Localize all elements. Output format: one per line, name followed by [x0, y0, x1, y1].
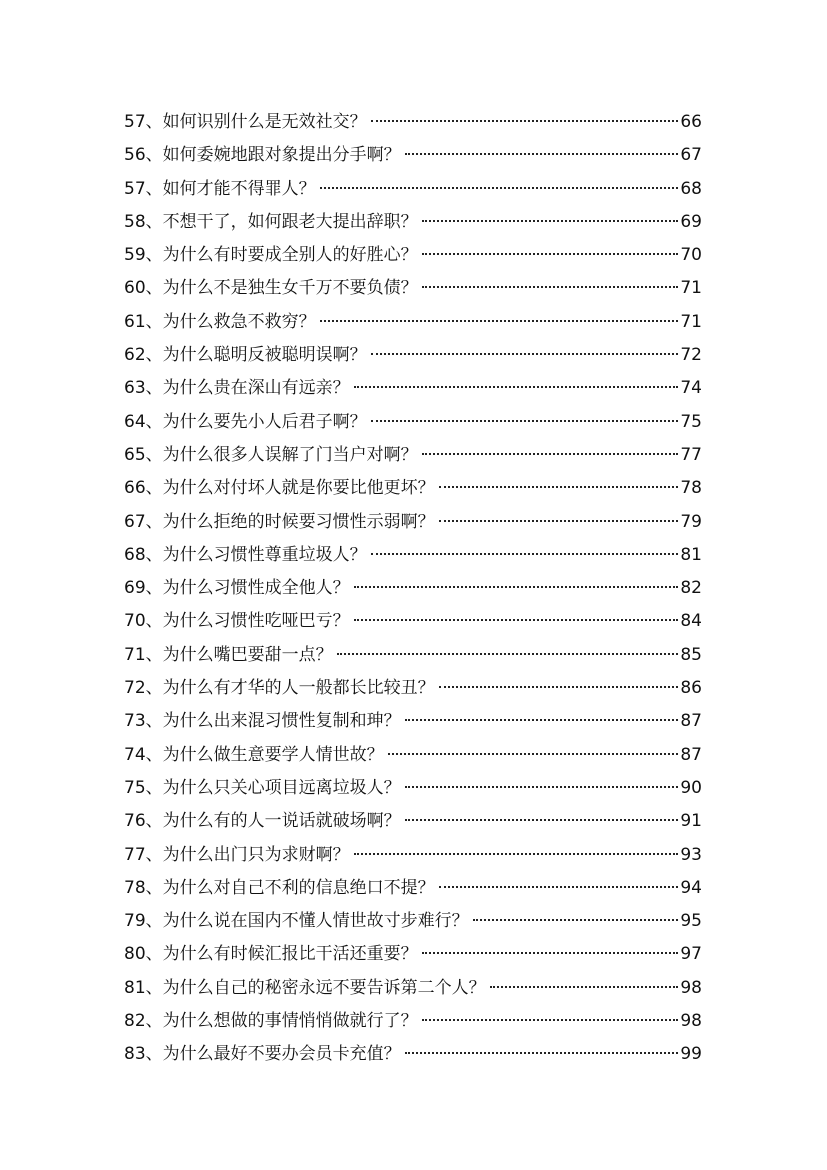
- entry-page-number: 95: [680, 911, 702, 932]
- entry-title: 、为什么习惯性吃哑巴亏？: [145, 611, 350, 632]
- entry-page-number: 93: [680, 844, 702, 865]
- dot-leader: [439, 686, 679, 688]
- entry-page-number: 72: [680, 345, 702, 366]
- entry-title: 、不想干了，如何跟老大提出辞职？: [145, 211, 418, 232]
- dot-leader: [422, 220, 679, 222]
- dot-leader: [405, 1052, 679, 1054]
- entry-title: 、如何识别什么是无效社交？: [145, 112, 367, 132]
- toc-entry[interactable]: [124, 772, 702, 805]
- toc-entry[interactable]: [124, 306, 702, 339]
- entry-page-number: 71: [680, 278, 702, 299]
- toc-entry[interactable]: [124, 905, 702, 938]
- entry-page-number: 75: [680, 411, 702, 432]
- toc-entry[interactable]: [124, 938, 702, 971]
- entry-page-number: 99: [680, 1044, 702, 1065]
- dot-leader: [354, 853, 679, 855]
- entry-page-number: 69: [680, 211, 702, 232]
- entry-number: 69: [124, 578, 146, 599]
- toc-entry[interactable]: [124, 472, 702, 505]
- entry-page-number: 66: [680, 112, 702, 132]
- dot-leader: [405, 786, 679, 788]
- entry-number: 65: [124, 444, 146, 465]
- entry-page-number: 70: [680, 245, 702, 266]
- entry-title: 、为什么有时要成全别人的好胜心？: [145, 245, 418, 266]
- entry-number: 83: [124, 1044, 146, 1065]
- dot-leader: [371, 553, 679, 555]
- entry-number: 74: [124, 744, 146, 765]
- toc-entry[interactable]: [124, 372, 702, 405]
- dot-leader: [371, 120, 679, 122]
- entry-number: 67: [124, 511, 146, 532]
- toc-entry[interactable]: [124, 339, 702, 372]
- dot-leader: [354, 386, 679, 388]
- entry-number: 81: [124, 977, 146, 998]
- entry-page-number: 90: [680, 777, 702, 798]
- dot-leader: [405, 819, 679, 821]
- dot-leader: [371, 420, 679, 422]
- entry-title: 、为什么救急不救穷？: [145, 311, 316, 332]
- dot-leader: [490, 986, 679, 988]
- entry-number: 80: [124, 944, 146, 965]
- entry-page-number: 97: [680, 944, 702, 965]
- entry-number: 57: [124, 112, 146, 132]
- entry-page-number: 98: [680, 1011, 702, 1032]
- toc-entry[interactable]: [124, 506, 702, 539]
- entry-page-number: 91: [680, 811, 702, 832]
- entry-number: 60: [124, 278, 146, 299]
- dot-leader: [354, 619, 679, 621]
- dot-leader: [354, 586, 679, 588]
- entry-number: 72: [124, 678, 146, 699]
- dot-leader: [439, 520, 679, 522]
- entry-title: 、为什么习惯性成全他人？: [145, 578, 350, 599]
- entry-title: 、如何才能不得罪人？: [145, 178, 316, 199]
- entry-page-number: 87: [680, 744, 702, 765]
- toc-entry[interactable]: [124, 805, 702, 838]
- toc-entry[interactable]: [124, 839, 702, 872]
- entry-page-number: 71: [680, 311, 702, 332]
- dot-leader: [371, 353, 679, 355]
- toc-entry[interactable]: [124, 272, 702, 305]
- entry-title: 、为什么不是独生女千万不要负债？: [145, 278, 418, 299]
- dot-leader: [422, 1019, 679, 1021]
- toc-entry[interactable]: [124, 539, 702, 572]
- toc-entry[interactable]: [124, 173, 702, 206]
- entry-title: 、为什么聪明反被聪明误啊？: [145, 345, 367, 366]
- entry-number: 62: [124, 345, 146, 366]
- toc-entry[interactable]: [124, 1038, 702, 1071]
- dot-leader: [422, 453, 679, 455]
- entry-number: 64: [124, 411, 146, 432]
- toc-entry[interactable]: [124, 739, 702, 772]
- dot-leader: [439, 886, 679, 888]
- entry-number: 63: [124, 378, 146, 399]
- entry-title: 、为什么很多人误解了门当户对啊？: [145, 444, 418, 465]
- toc-entry[interactable]: [124, 439, 702, 472]
- entry-title: 、为什么拒绝的时候要习惯性示弱啊？: [145, 511, 435, 532]
- entry-page-number: 85: [680, 644, 702, 665]
- entry-page-number: 87: [680, 711, 702, 732]
- toc-entry[interactable]: [124, 206, 702, 239]
- entry-number: 75: [124, 777, 146, 798]
- dot-leader: [422, 253, 679, 255]
- entry-number: 71: [124, 644, 146, 665]
- dot-leader: [422, 286, 679, 288]
- entry-title: 、为什么有才华的人一般都长比较丑？: [145, 678, 435, 699]
- entry-number: 73: [124, 711, 146, 732]
- entry-page-number: 67: [680, 145, 702, 166]
- dot-leader: [422, 952, 679, 954]
- toc-entry[interactable]: [124, 406, 702, 439]
- entry-number: 61: [124, 311, 146, 332]
- toc-entry[interactable]: [124, 572, 702, 605]
- entry-number: 79: [124, 911, 146, 932]
- toc-entry[interactable]: [124, 672, 702, 705]
- table-of-contents: [124, 106, 702, 1072]
- entry-number: 68: [124, 544, 146, 565]
- entry-title: 、为什么有的人一说话就破场啊？: [145, 811, 401, 832]
- toc-entry[interactable]: [124, 139, 702, 172]
- dot-leader: [405, 153, 679, 155]
- entry-title: 、为什么做生意要学人情世故？: [145, 744, 384, 765]
- entry-page-number: 68: [680, 178, 702, 199]
- entry-number: 59: [124, 245, 146, 266]
- entry-page-number: 82: [680, 578, 702, 599]
- entry-page-number: 78: [680, 478, 702, 499]
- entry-page-number: 94: [680, 877, 702, 898]
- entry-page-number: 79: [680, 511, 702, 532]
- entry-page-number: 77: [680, 444, 702, 465]
- toc-entry[interactable]: [124, 705, 702, 738]
- entry-page-number: 86: [680, 678, 702, 699]
- entry-title: 、为什么习惯性尊重垃圾人？: [145, 544, 367, 565]
- toc-entry[interactable]: [124, 1005, 702, 1038]
- entry-number: 56: [124, 145, 146, 166]
- entry-title: 、为什么对自己不利的信息绝口不提？: [145, 877, 435, 898]
- entry-title: 、为什么对付坏人就是你要比他更坏？: [145, 478, 435, 499]
- toc-entry[interactable]: [124, 872, 702, 905]
- dot-leader: [473, 919, 679, 921]
- entry-title: 、为什么自己的秘密永远不要告诉第二个人？: [145, 977, 486, 998]
- entry-title: 、为什么最好不要办会员卡充值？: [145, 1044, 401, 1065]
- entry-number: 78: [124, 877, 146, 898]
- entry-page-number: 81: [680, 544, 702, 565]
- entry-page-number: 98: [680, 977, 702, 998]
- entry-title: 、为什么有时候汇报比干活还重要？: [145, 944, 418, 965]
- entry-page-number: 74: [680, 378, 702, 399]
- entry-number: 58: [124, 211, 146, 232]
- entry-title: 、为什么出来混习惯性复制和珅？: [145, 711, 401, 732]
- dot-leader: [320, 320, 679, 322]
- entry-title: 、为什么要先小人后君子啊？: [145, 411, 367, 432]
- entry-page-number: 84: [680, 611, 702, 632]
- entry-title: 、为什么说在国内不懂人情世故寸步难行？: [145, 911, 469, 932]
- entry-title: 、为什么贵在深山有远亲？: [145, 378, 350, 399]
- toc-entry[interactable]: [124, 106, 702, 139]
- toc-entry[interactable]: [124, 639, 702, 672]
- entry-number: 76: [124, 811, 146, 832]
- entry-number: 77: [124, 844, 146, 865]
- dot-leader: [337, 653, 679, 655]
- entry-number: 66: [124, 478, 146, 499]
- dot-leader: [405, 719, 679, 721]
- dot-leader: [439, 486, 679, 488]
- entry-number: 57: [124, 178, 146, 199]
- entry-title: 、为什么想做的事情悄悄做就行了？: [145, 1011, 418, 1032]
- toc-entry[interactable]: [124, 972, 702, 1005]
- entry-number: 70: [124, 611, 146, 632]
- entry-number: 82: [124, 1011, 146, 1032]
- dot-leader: [388, 753, 679, 755]
- entry-title: 、为什么只关心项目远离垃圾人？: [145, 777, 401, 798]
- entry-title: 、如何委婉地跟对象提出分手啊？: [145, 145, 401, 166]
- dot-leader: [320, 187, 679, 189]
- toc-entry[interactable]: [124, 605, 702, 638]
- entry-title: 、为什么出门只为求财啊？: [145, 844, 350, 865]
- entry-title: 、为什么嘴巴要甜一点？: [145, 644, 333, 665]
- toc-entry[interactable]: [124, 239, 702, 272]
